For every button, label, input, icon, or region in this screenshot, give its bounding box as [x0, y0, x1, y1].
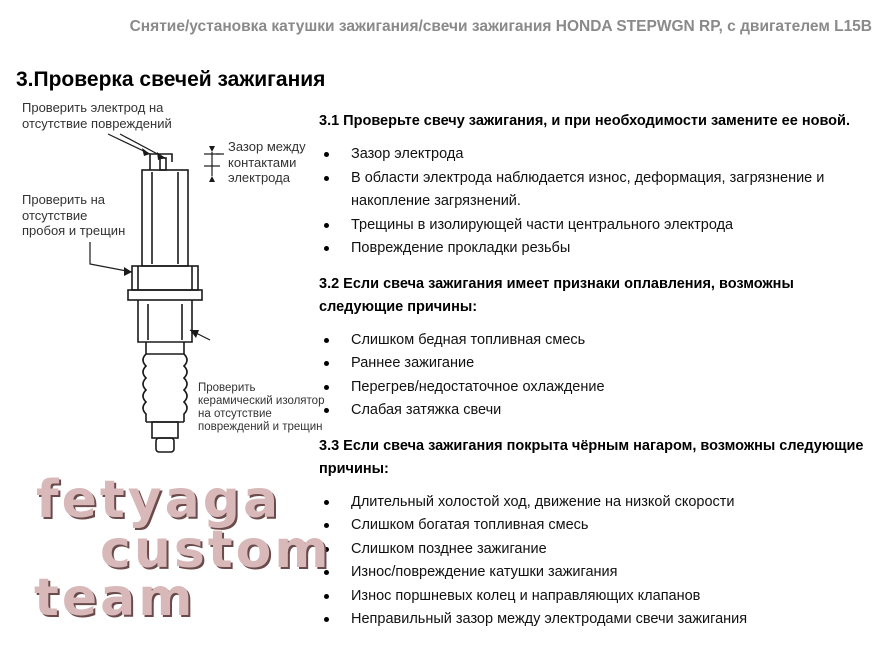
spark-plug-figure	[0, 92, 330, 464]
watermark-line-1: fetyaga	[36, 470, 282, 530]
list-item: Слабая затяжка свечи	[319, 399, 879, 423]
heading-3-1: 3.1 Проверьте свечу зажигания, и при необходимости замените ее новой.	[319, 113, 850, 129]
label-electrode-gap: Зазор между контактами электрода	[228, 139, 306, 185]
content-column	[319, 110, 879, 644]
bullet-icon	[324, 152, 329, 157]
list-3-2	[319, 329, 879, 423]
list-item: В области электрода наблюдается износ, деформация, загрязнение и накопление загрязнений.	[319, 167, 879, 214]
list-item: Длительный холостой ход, движение на низкой скорости	[319, 491, 879, 515]
label-check-breakdown: Проверить на отсутствие пробоя и трещин	[22, 192, 126, 238]
heading-3-3: 3.3 Если свеча зажигания покрыта чёрным нагаром, возможны следующие причины:	[319, 437, 864, 477]
bullet-icon	[324, 385, 329, 390]
list-item: Износ/повреждение катушки зажигания	[319, 561, 879, 585]
list-item: Износ поршневых колец и направляющих клапанов	[319, 585, 879, 609]
bullet-icon	[324, 223, 329, 228]
list-item: Неправильный зазор между электродами свечи зажигания	[319, 608, 879, 632]
document-header-title: Снятие/установка катушки зажигания/свечи зажигания HONDA STEPWGN RP, с двигателем L15B	[129, 18, 872, 35]
list-item: Перегрев/недостаточное охлаждение	[319, 376, 879, 400]
watermark-line-2: custom	[100, 520, 332, 580]
label-check-insulator: Проверить керамический изолятор на отсутствие повреждений и трещин	[198, 382, 325, 433]
list-item: Трещины в изолирующей части центрального электрода	[319, 214, 879, 238]
heading-3-2: 3.2 Если свеча зажигания имеет признаки оплавления, возможны следующие причины:	[319, 275, 794, 315]
bullet-icon	[324, 408, 329, 413]
watermark-line-3: team	[34, 568, 196, 628]
bullet-icon	[324, 361, 329, 366]
list-3-1	[319, 143, 879, 261]
list-item: Зазор электрода	[319, 143, 879, 167]
list-item: Повреждение прокладки резьбы	[319, 237, 879, 261]
list-item: Слишком богатая топливная смесь	[319, 514, 879, 538]
label-check-electrode: Проверить электрод на отсутствие повреждений	[22, 100, 172, 131]
watermark-logo	[28, 468, 332, 628]
bullet-icon	[324, 246, 329, 251]
section-title: 3.Проверка свечей зажигания	[16, 68, 326, 91]
list-item: Слишком бедная топливная смесь	[319, 329, 879, 353]
list-item: Раннее зажигание	[319, 352, 879, 376]
bullet-icon	[324, 176, 329, 181]
list-item: Слишком позднее зажигание	[319, 538, 879, 562]
list-3-3	[319, 491, 879, 632]
bullet-icon	[324, 338, 329, 343]
